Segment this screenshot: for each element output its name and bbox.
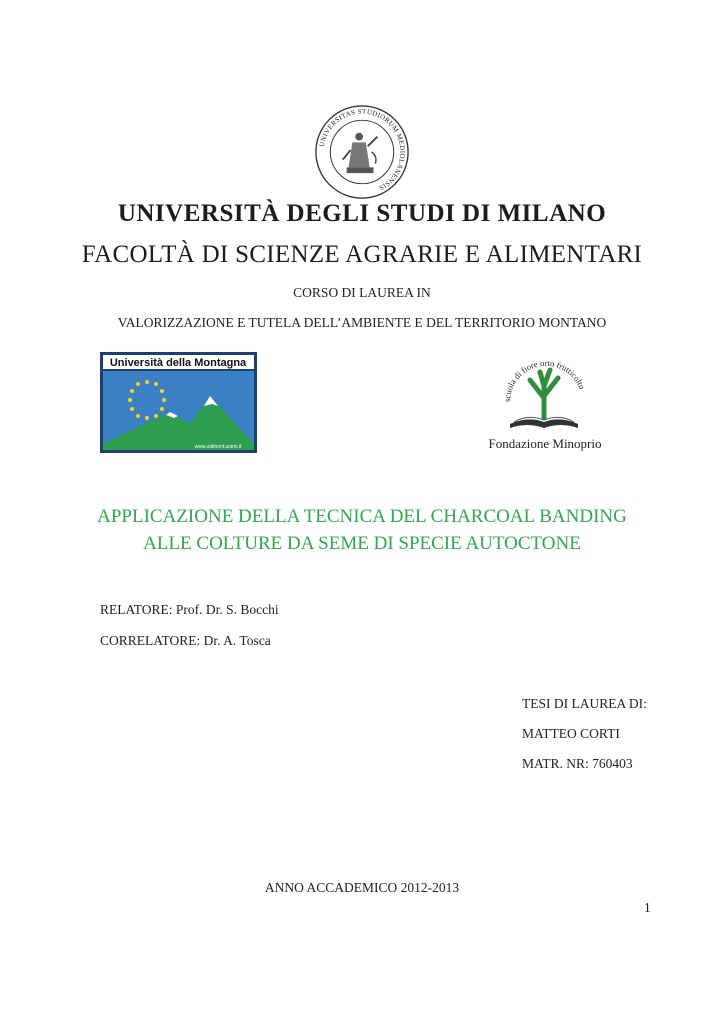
university-seal-icon: [314, 104, 410, 200]
svg-text:scuola di fiore orto frutticol: [480, 342, 588, 402]
universita-della-montagna-logo: [100, 352, 257, 453]
faculty-title: FACOLTÀ DI SCIENZE AGRARIE E ALIMENTARI: [81, 241, 643, 268]
course-name: VALORIZZAZIONE E TUTELA DELL’AMBIENTE E DEL TERRITORIO MONTANO: [117, 315, 607, 330]
university-title: UNIVERSITÀ DEGLI STUDI DI MILANO: [117, 200, 607, 227]
author-name: MATTEO CORTI: [522, 726, 620, 741]
author-label: TESI DI LAUREA DI:: [522, 696, 647, 711]
author-matricola: MATR. NR: 760403: [522, 756, 633, 771]
relatore: RELATORE: Prof. Dr. S. Bocchi: [100, 602, 279, 617]
correlatore: CORRELATORE: Dr. A. Tosca: [100, 633, 271, 648]
logo-left-url: www.valmont.unimi.it: [194, 444, 242, 450]
thesis-title-line-2: ALLE COLTURE DA SEME DI SPECIE AUTOCTONE: [143, 533, 581, 554]
logo-left-title: Università della Montagna: [109, 357, 247, 369]
course-label: CORSO DI LAUREA IN: [293, 285, 431, 300]
page-number: 1: [644, 900, 651, 915]
seal-ring-text: UNIVERSITAS STUDIORUM MEDIOLANENSIS: [318, 108, 406, 192]
thesis-title: [0, 503, 724, 557]
logo-right-arc-text: scuola di fiore orto frutticoltu: [501, 357, 588, 403]
academic-year: ANNO ACCADEMICO 2012-2013: [264, 880, 460, 895]
thesis-title-line-1: APPLICAZIONE DELLA TECNICA DEL CHARCOAL BANDING: [97, 506, 627, 527]
fondazione-minoprio-logo: [480, 342, 610, 458]
logo-right-name: Fondazione Minoprio: [488, 436, 602, 451]
